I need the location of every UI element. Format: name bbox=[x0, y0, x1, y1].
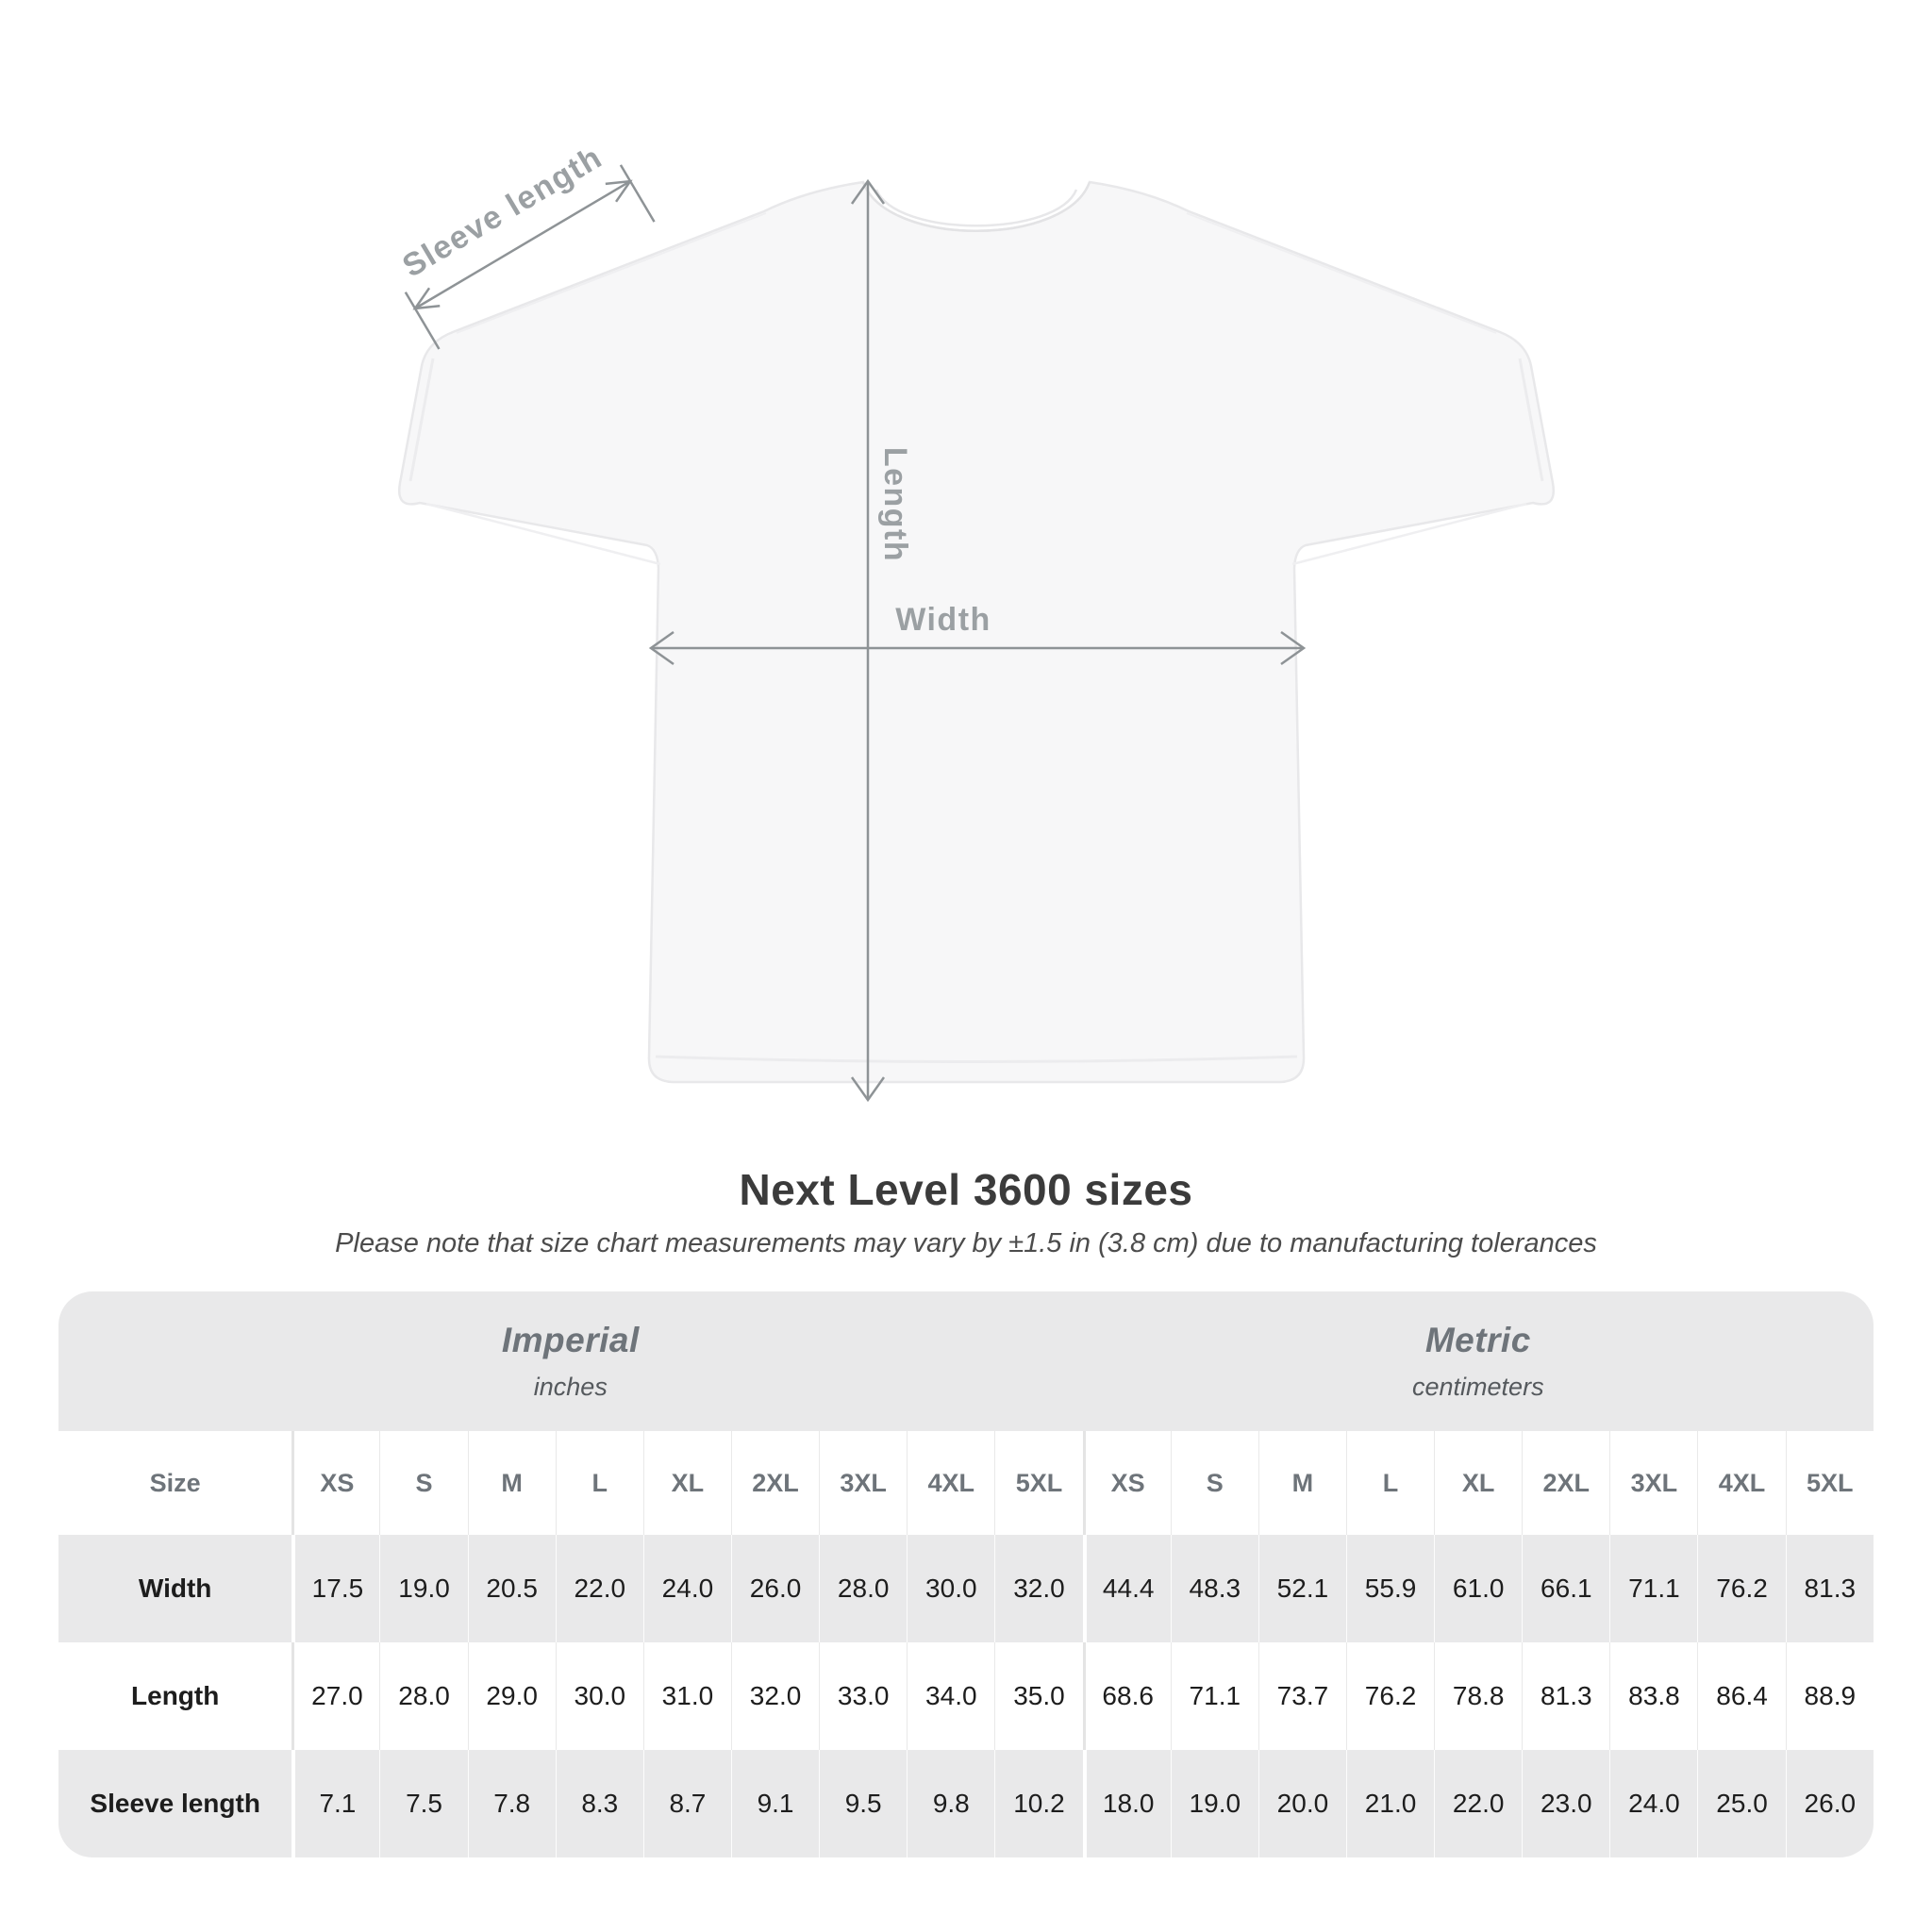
table-cell: 9.5 bbox=[819, 1750, 907, 1857]
table-cell: 25.0 bbox=[1697, 1750, 1785, 1857]
table-cell: 19.0 bbox=[1171, 1750, 1258, 1857]
table-cell: 18.0 bbox=[1083, 1750, 1171, 1857]
size-header: 3XL bbox=[819, 1431, 907, 1535]
size-header: 5XL bbox=[1786, 1431, 1874, 1535]
size-header: L bbox=[556, 1431, 643, 1535]
table-cell: 9.8 bbox=[907, 1750, 994, 1857]
table-cell: 35.0 bbox=[994, 1642, 1082, 1750]
table-cell: 32.0 bbox=[994, 1535, 1082, 1642]
table-cell: 83.8 bbox=[1609, 1642, 1697, 1750]
imperial-sublabel: inches bbox=[533, 1373, 608, 1401]
table-cell: 7.5 bbox=[379, 1750, 467, 1857]
table-cell: 34.0 bbox=[907, 1642, 994, 1750]
table-cell: 10.2 bbox=[994, 1750, 1082, 1857]
table-cell: 24.0 bbox=[643, 1535, 731, 1642]
table-cell: 30.0 bbox=[907, 1535, 994, 1642]
metric-unit-header bbox=[1083, 1291, 1874, 1431]
table-cell: 21.0 bbox=[1346, 1750, 1434, 1857]
table-cell: 7.8 bbox=[468, 1750, 556, 1857]
row-label-sleeve-length: Sleeve length bbox=[58, 1750, 291, 1857]
size-header: 4XL bbox=[1697, 1431, 1785, 1535]
size-header: 4XL bbox=[907, 1431, 994, 1535]
size-header: 5XL bbox=[994, 1431, 1082, 1535]
table-cell: 28.0 bbox=[379, 1642, 467, 1750]
table-cell: 33.0 bbox=[819, 1642, 907, 1750]
size-header: 3XL bbox=[1609, 1431, 1697, 1535]
table-cell: 17.5 bbox=[291, 1535, 379, 1642]
metric-sublabel: centimeters bbox=[1412, 1373, 1544, 1401]
table-cell: 19.0 bbox=[379, 1535, 467, 1642]
table-cell: 81.3 bbox=[1522, 1642, 1609, 1750]
size-header: M bbox=[1258, 1431, 1346, 1535]
table-cell: 55.9 bbox=[1346, 1535, 1434, 1642]
table-cell: 88.9 bbox=[1786, 1642, 1874, 1750]
table-cell: 68.6 bbox=[1083, 1642, 1171, 1750]
size-header-row bbox=[58, 1431, 1874, 1535]
table-cell: 28.0 bbox=[819, 1535, 907, 1642]
table-cell: 26.0 bbox=[1786, 1750, 1874, 1857]
table-cell: 81.3 bbox=[1786, 1535, 1874, 1642]
row-label-width: Width bbox=[58, 1535, 291, 1642]
table-cell: 31.0 bbox=[643, 1642, 731, 1750]
table-cell: 73.7 bbox=[1258, 1642, 1346, 1750]
table-cell: 22.0 bbox=[556, 1535, 643, 1642]
table-cell: 24.0 bbox=[1609, 1750, 1697, 1857]
table-cell: 71.1 bbox=[1609, 1535, 1697, 1642]
table-cell: 8.3 bbox=[556, 1750, 643, 1857]
table-cell: 32.0 bbox=[731, 1642, 819, 1750]
table-row-length bbox=[58, 1642, 1874, 1750]
table-cell: 9.1 bbox=[731, 1750, 819, 1857]
table-cell: 44.4 bbox=[1083, 1535, 1171, 1642]
size-header: L bbox=[1346, 1431, 1434, 1535]
size-chart-table bbox=[58, 1291, 1874, 1857]
table-cell: 76.2 bbox=[1697, 1535, 1785, 1642]
imperial-unit-header bbox=[58, 1291, 1083, 1431]
size-header: 2XL bbox=[1522, 1431, 1609, 1535]
sleeve-length-label: Sleeve length bbox=[396, 139, 609, 285]
row-label-length: Length bbox=[58, 1642, 291, 1750]
imperial-label: Imperial bbox=[501, 1321, 640, 1359]
table-cell: 61.0 bbox=[1434, 1535, 1522, 1642]
table-cell: 52.1 bbox=[1258, 1535, 1346, 1642]
width-label: Width bbox=[895, 602, 991, 638]
table-cell: 30.0 bbox=[556, 1642, 643, 1750]
table-cell: 66.1 bbox=[1522, 1535, 1609, 1642]
table-cell: 23.0 bbox=[1522, 1750, 1609, 1857]
tolerance-note: Please note that size chart measurements may vary by ±1.5 in (3.8 cm) due to manufacturing tolerances bbox=[335, 1228, 1597, 1258]
table-cell: 78.8 bbox=[1434, 1642, 1522, 1750]
table-cell: 48.3 bbox=[1171, 1535, 1258, 1642]
page-title: Next Level 3600 sizes bbox=[739, 1165, 1193, 1214]
size-header: 2XL bbox=[731, 1431, 819, 1535]
table-cell: 20.5 bbox=[468, 1535, 556, 1642]
table-cell: 27.0 bbox=[291, 1642, 379, 1750]
size-header: XL bbox=[1434, 1431, 1522, 1535]
size-header: S bbox=[379, 1431, 467, 1535]
table-cell: 8.7 bbox=[643, 1750, 731, 1857]
table-cell: 76.2 bbox=[1346, 1642, 1434, 1750]
size-header: XS bbox=[291, 1431, 379, 1535]
unit-band-row bbox=[58, 1291, 1874, 1431]
size-column-header: Size bbox=[58, 1431, 291, 1535]
table-cell: 20.0 bbox=[1258, 1750, 1346, 1857]
table-cell: 22.0 bbox=[1434, 1750, 1522, 1857]
metric-label: Metric bbox=[1424, 1321, 1531, 1359]
table-row-sleeve-length bbox=[58, 1750, 1874, 1857]
table-cell: 7.1 bbox=[291, 1750, 379, 1857]
table-row-width bbox=[58, 1535, 1874, 1642]
size-header: S bbox=[1171, 1431, 1258, 1535]
table-cell: 86.4 bbox=[1697, 1642, 1785, 1750]
size-header: M bbox=[468, 1431, 556, 1535]
size-header: XL bbox=[643, 1431, 731, 1535]
table-cell: 26.0 bbox=[731, 1535, 819, 1642]
size-header: XS bbox=[1083, 1431, 1171, 1535]
table-cell: 71.1 bbox=[1171, 1642, 1258, 1750]
length-label: Length bbox=[877, 446, 913, 563]
table-cell: 29.0 bbox=[468, 1642, 556, 1750]
